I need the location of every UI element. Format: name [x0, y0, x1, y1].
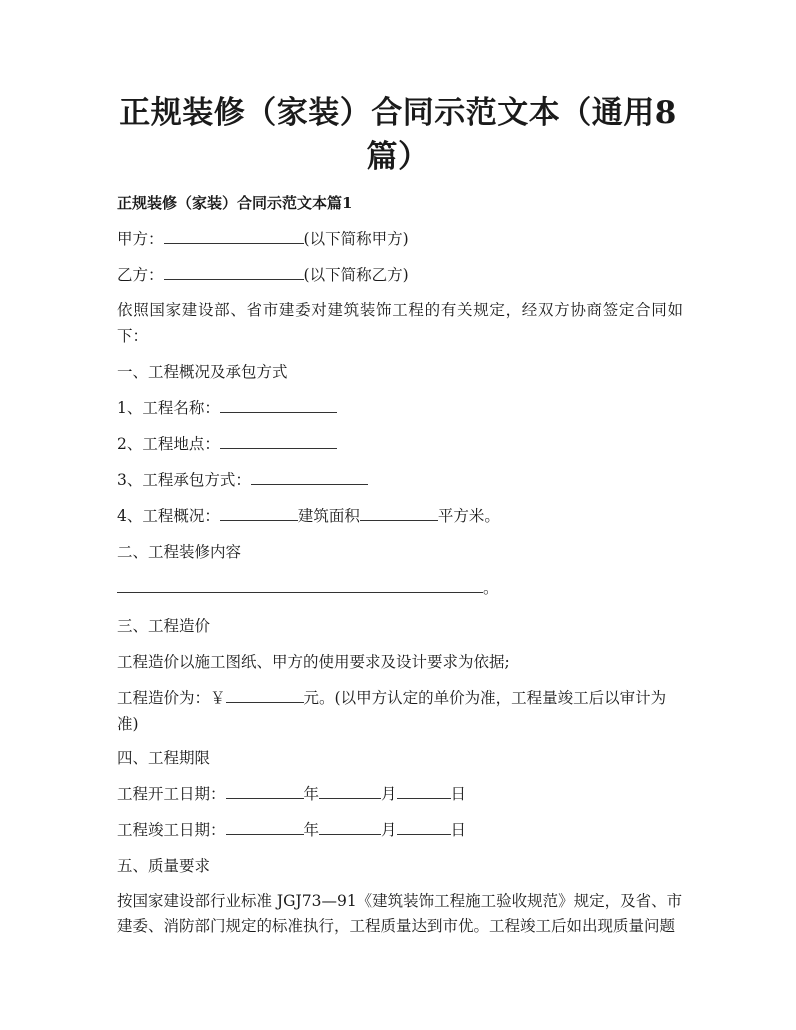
start-year-blank[interactable] — [226, 783, 304, 799]
end-day-blank[interactable] — [397, 819, 451, 835]
party-b-blank[interactable] — [164, 264, 304, 280]
month-label: 月 — [381, 821, 397, 839]
document-title-line1: 正规装修（家装）合同示范文本（通用8 — [119, 95, 677, 131]
project-overview-blank[interactable] — [220, 505, 298, 521]
price-blank[interactable] — [226, 687, 304, 703]
section-heading: 正规装修（家装）合同示范文本篇1 — [117, 194, 353, 212]
party-b-line — [117, 263, 409, 287]
party-b-label: 乙方： — [117, 266, 164, 284]
project-name-blank[interactable] — [220, 397, 337, 413]
item1-label: 1、工程名称： — [117, 399, 220, 417]
day-label: 日 — [450, 821, 467, 839]
section4-heading: 四、工程期限 — [117, 749, 211, 767]
party-a-blank[interactable] — [164, 228, 304, 244]
party-a-suffix: (以下简称甲方) — [303, 230, 409, 248]
section3-heading: 三、工程造价 — [117, 617, 211, 635]
section1-heading: 一、工程概况及承包方式 — [117, 363, 288, 381]
area-blank[interactable] — [360, 505, 438, 521]
start-month-blank[interactable] — [319, 783, 381, 799]
end-date-label: 工程竣工日期： — [117, 821, 226, 839]
start-date-line — [117, 782, 466, 806]
item3-label: 3、工程承包方式： — [117, 471, 251, 489]
section2-period: 。 — [483, 579, 499, 597]
item2-label: 2、工程地点： — [117, 435, 220, 453]
start-day-blank[interactable] — [397, 783, 451, 799]
item1-line — [117, 396, 337, 420]
section2-heading: 二、工程装修内容 — [117, 543, 242, 561]
party-a-label: 甲方： — [117, 230, 164, 248]
end-month-blank[interactable] — [319, 819, 381, 835]
item2-line — [117, 432, 337, 456]
project-location-blank[interactable] — [220, 433, 337, 449]
contract-method-blank[interactable] — [251, 469, 368, 485]
section5-line1: 按国家建设部行业标准 JGJ73—91《建筑装饰工程施工验收规范》规定，及省、市 — [117, 892, 683, 910]
section3-basis: 工程造价以施工图纸、甲方的使用要求及设计要求为依据; — [117, 653, 510, 671]
intro-paragraph: 依照国家建设部、省市建委对建筑装饰工程的有关规定，经双方协商签定合同如下： — [117, 301, 683, 345]
price-label: 工程造价为：￥ — [117, 689, 226, 707]
decoration-content-blank[interactable] — [117, 577, 483, 593]
party-b-suffix: (以下简称乙方) — [303, 266, 409, 284]
price-suffix: 元。(以甲方认定的单价为准，工程量竣工后以审计为 — [303, 689, 667, 707]
end-date-line — [117, 818, 466, 842]
section5-heading: 五、质量要求 — [117, 857, 211, 875]
item4-label: 4、工程概况： — [117, 507, 220, 525]
start-date-label: 工程开工日期： — [117, 785, 226, 803]
section2-content-line — [117, 576, 499, 600]
year-label: 年 — [303, 821, 320, 839]
year-label: 年 — [303, 785, 320, 803]
month-label: 月 — [381, 785, 397, 803]
item4-mid: 建筑面积 — [297, 507, 360, 525]
item3-line — [117, 468, 368, 492]
section5-line2: 建委、消防部门规定的标准执行，工程质量达到市优。工程竣工后如出现质量问题 — [117, 917, 676, 935]
party-a-line — [117, 227, 409, 251]
price-line — [117, 686, 666, 710]
day-label: 日 — [450, 785, 467, 803]
item4-suffix: 平方米。 — [437, 507, 500, 525]
document-title-line2: 篇） — [366, 139, 430, 175]
item4-line — [117, 504, 500, 528]
end-year-blank[interactable] — [226, 819, 304, 835]
price-continued: 准) — [117, 715, 139, 733]
